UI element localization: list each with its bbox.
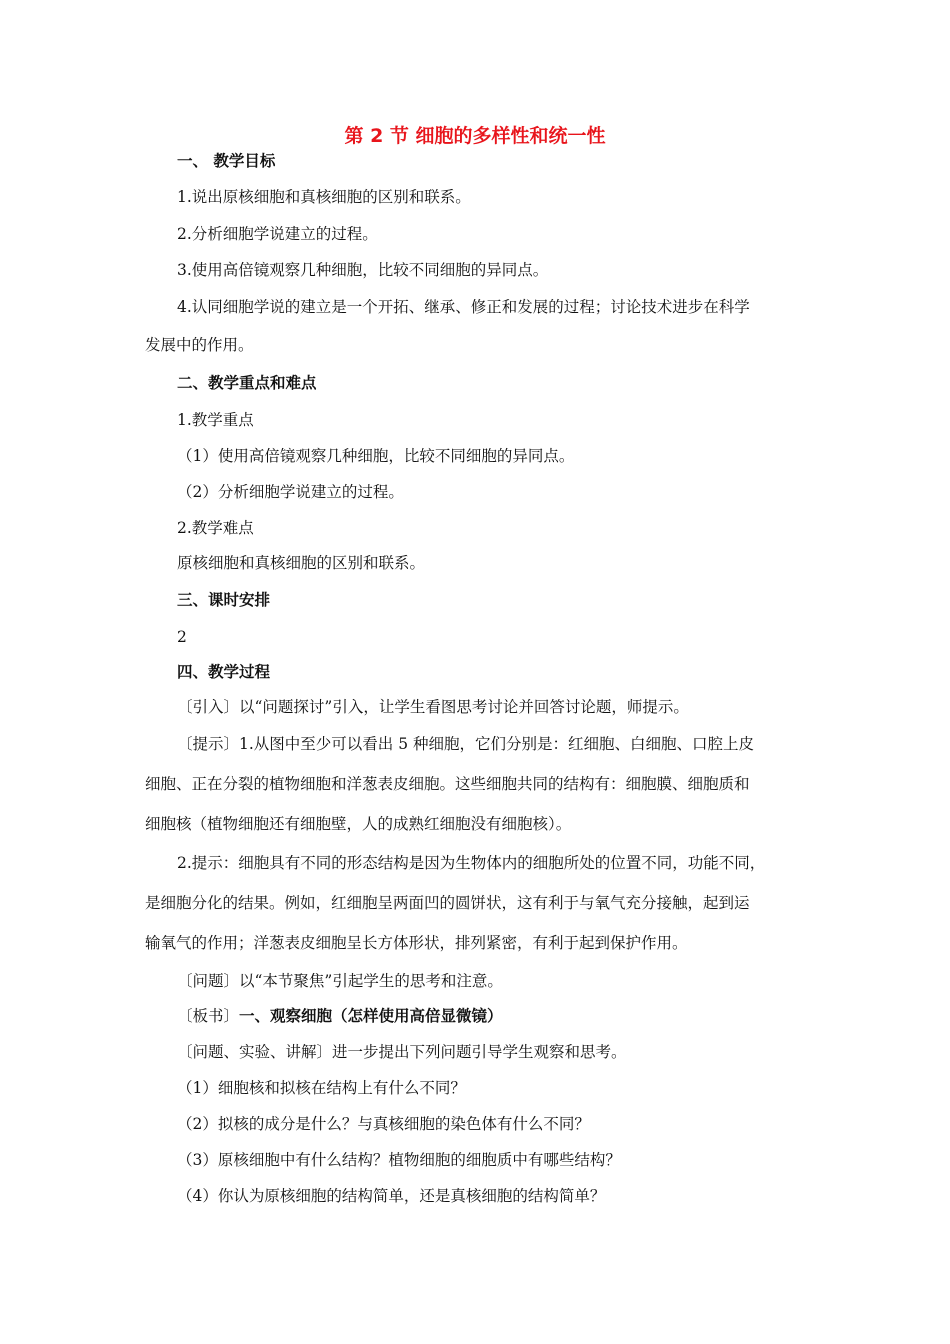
board-prefix: 〔板书〕: [177, 1007, 240, 1025]
difficulty-1: 原核细胞和真核细胞的区别和联系。: [177, 554, 426, 572]
question-3: （3）原核细胞中有什么结构？植物细胞的细胞质中有哪些结构？: [177, 1151, 621, 1169]
hint-1-line-3: 细胞核（植物细胞还有细胞壁，人的成熟红细胞没有细胞核）。: [145, 815, 572, 833]
board-note: [177, 1005, 503, 1027]
difficulty-title: 2.教学难点: [177, 519, 254, 537]
objective-1: 1.说出原核细胞和真核细胞的区别和联系。: [177, 188, 471, 206]
heading-process: 四、教学过程: [177, 663, 271, 681]
page-title: 第 2 节 细胞的多样性和统一性: [344, 125, 606, 147]
key-point-1: （1）使用高倍镜观察几种细胞，比较不同细胞的异同点。: [177, 447, 575, 465]
question-2: （2）拟核的成分是什么？与真核细胞的染色体有什么不同？: [177, 1115, 590, 1133]
question-1: （1）细胞核和拟核在结构上有什么不同？: [177, 1079, 466, 1097]
hint-1-line-2: 细胞、正在分裂的植物细胞和洋葱表皮细胞。这些细胞共同的结构有：细胞膜、细胞质和: [145, 775, 750, 793]
hint-2-line-2: 是细胞分化的结果。例如，红细胞呈两面凹的圆饼状，这有利于与氧气充分接触，起到运: [145, 894, 750, 912]
schedule-hours: 2: [177, 628, 187, 646]
objective-4-line-1: 4.认同细胞学说的建立是一个开拓、继承、修正和发展的过程；讨论技术进步在科学: [177, 298, 750, 316]
key-point-2: （2）分析细胞学说建立的过程。: [177, 483, 404, 501]
process-question: 〔问题〕以“本节聚焦”引起学生的思考和注意。: [177, 972, 503, 990]
heading-schedule: 三、课时安排: [177, 591, 271, 609]
key-points-title: 1.教学重点: [177, 411, 254, 429]
hint-2-line-3: 输氧气的作用；洋葱表皮细胞呈长方体形状，排列紧密，有利于起到保护作用。: [145, 934, 688, 952]
question-4: （4）你认为原核细胞的结构简单，还是真核细胞的结构简单？: [177, 1187, 606, 1205]
process-intro: 〔引入〕以“问题探讨”引入，让学生看图思考讨论并回答讨论题，师提示。: [177, 698, 689, 716]
board-heading: 一、观察细胞（怎样使用高倍显微镜）: [239, 1007, 503, 1025]
objective-3: 3.使用高倍镜观察几种细胞，比较不同细胞的异同点。: [177, 261, 549, 279]
objective-4-line-2: 发展中的作用。: [145, 336, 254, 354]
heading-objectives: 一、 教学目标: [177, 152, 276, 170]
heading-key-points: 二、教学重点和难点: [177, 374, 317, 392]
hint-2-line-1: 2.提示：细胞具有不同的形态结构是因为生物体内的细胞所处的位置不同，功能不同，: [177, 854, 766, 872]
process-qa: 〔问题、实验、讲解〕进一步提出下列问题引导学生观察和思考。: [177, 1043, 627, 1061]
objective-2: 2.分析细胞学说建立的过程。: [177, 225, 378, 243]
hint-1-line-1: 〔提示〕1.从图中至少可以看出 5 种细胞，它们分别是：红细胞、白细胞、口腔上皮: [177, 735, 755, 753]
